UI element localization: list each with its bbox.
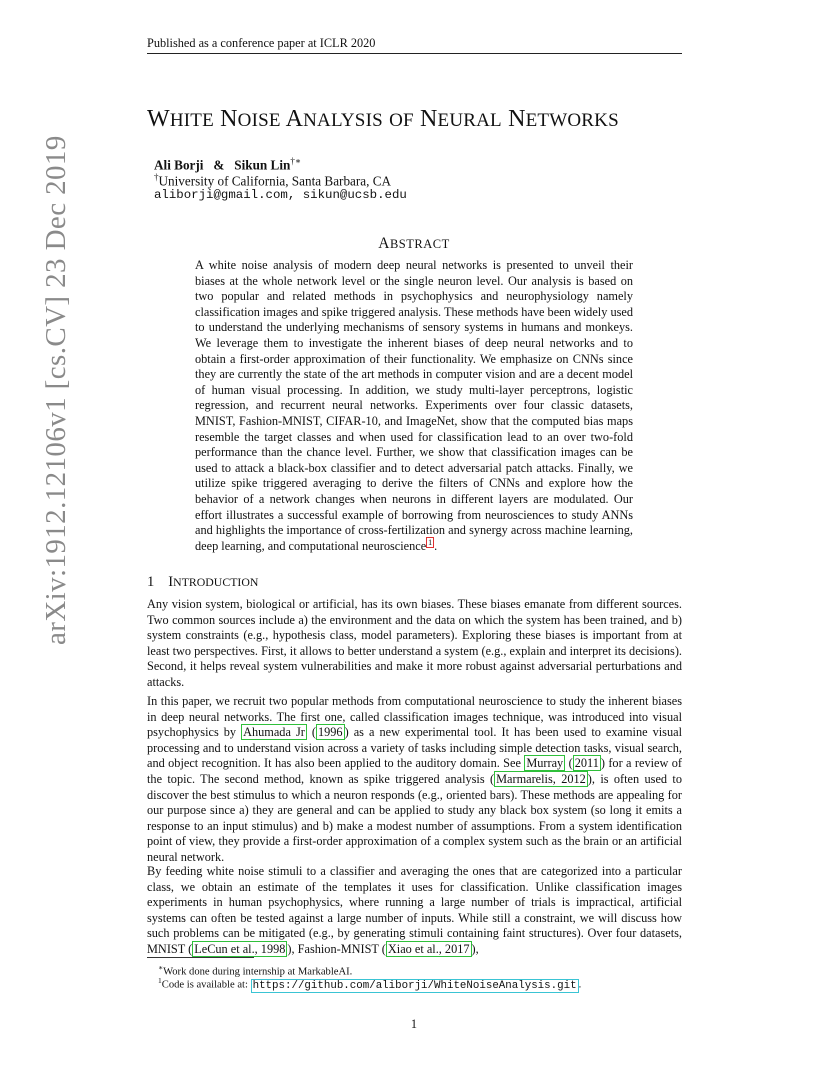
title-word: WHITE: [147, 106, 214, 132]
paragraph: Any vision system, biological or artificial, has its own biases. These biases emanate from different sources. Two common sources include a) the environment and the data on which the system has been trained, and b) system constraints (e.g., hypothesis class, model parameters). Exploring these biases is important from at least two perspectives. First, it allows to better understand a system (e.g., explain and interpret its decisions). Second, it helps reveal system vulnerabilities and make it more robust against adversarial perturbations and attacks.: [147, 597, 682, 689]
author-list: [154, 156, 301, 173]
paper-title: [147, 106, 619, 133]
code-url-link[interactable]: https://github.com/aliborji/WhiteNoiseAnalysis.git: [252, 979, 577, 992]
citation-link[interactable]: Ahumada Jr: [243, 725, 305, 740]
title-word: ANALYSIS: [285, 106, 383, 132]
citation-link[interactable]: 1996: [317, 725, 343, 740]
paragraph: In this paper, we recruit two popular methods from computational neuroscience to study the inherent biases in deep neural networks. The first one, called classification images technique, was introduced into visual psychophysics by Ahumada Jr ( 1996 ) as a new experimental tool. It has been used to examine visual processing and to understand vision across a variety of tasks including simple detection tasks, visual search, and object recognition. It has also been applied to the auditory domain. See Murray ( 2011 ) for a review of the topic. The second method, known as spike triggered analysis ( Marmarelis, 2012 ), is often used to discover the best stimulus to which a neuron responds (e.g., oriented bars). These methods are appealing for our purpose since a) they are general and can be applied to study any black box system (so long it emits a response to an input stimulus) and b) make a modest number of assumptions. From a system identification point of view, they provide a first-order approximation of a complex system such as the brain or an artificial neural network.: [147, 694, 682, 864]
citation-link[interactable]: Marmarelis, 2012: [496, 771, 586, 786]
author-name: Ali Borji: [154, 157, 204, 173]
section-heading: 1 INTRODUCTION: [147, 574, 259, 590]
citation-link[interactable]: Murray: [526, 756, 564, 771]
author-emails: aliborji@gmail.com, sikun@ucsb.edu: [154, 188, 407, 202]
author-marks: †∗: [290, 156, 301, 166]
title-word: OF: [389, 110, 414, 131]
footnote-link[interactable]: 1: [428, 537, 433, 547]
citation-link[interactable]: 2011: [574, 756, 599, 771]
footnote: $^1$Code is available at: https://github.com/aliborji/WhiteNoiseAnalysis.git .: [158, 976, 582, 992]
citation-link[interactable]: Xiao et al., 2017: [387, 941, 470, 956]
title-word: NOISE: [220, 106, 281, 132]
abstract-text: A white noise analysis of modern deep neural networks is presented to unveil their biases at the whole network level or the single neuron level. Our analysis is based on two popular and related methods in psychophysics and neurophysiology namely classification images and spike triggered analysis. These methods have been widely used to understand the underlying mechanisms of sensory systems in humans and monkeys. We leverage them to investigate the inherent biases of deep neural networks and to obtain a first-order approximation of their functionality. We emphasize on CNNs since they are currently the state of the art methods in computer vision and are a decent model of human visual processing. In addition, we study multi-layer perceptrons, logistic regression, and recurrent neural networks. Experiments over four classic datasets, MNIST, Fashion-MNIST, CIFAR-10, and ImageNet, show that the computed bias maps resemble the target classes and when used for classification lead to an over two-fold performance than the chance level. Further, we show that classification images can be used to attack a black-box classifier and to detect adversarial patch attacks. Finally, we utilize spike triggered averaging to derive the filters of CNNs and explore how the behavior of a network changes when neurons in different layers are modulated. Our effort illustrates a successful example of borrowing from neurosciences to study ANNs and highlights the importance of cross-fertilization and synergy across machine learning, deep learning, and computational neuroscience $^1$ .: [195, 258, 633, 553]
footnote-rule: [147, 957, 254, 958]
running-header: Published as a conference paper at ICLR 2020: [147, 36, 376, 50]
abstract-heading: ABSTRACT: [378, 235, 450, 252]
author-separator: &: [213, 157, 225, 173]
citation-link[interactable]: LeCun et al., 1998: [194, 941, 286, 956]
title-word: NETWORKS: [508, 106, 619, 132]
paragraph: By feeding white noise stimuli to a classifier and averaging the ones that are categorized into a particular class, we obtain an estimate of the templates it uses for classification. Unlike classification images experiments in human psychophysics, where running a large number of trials is impractical, artificial systems can often be tested against a large number of inputs. While still a constraint, we will discuss how such problems can be mitigated (e.g., by generating stimuli containing faint structures). Over four datasets, MNIST ( LeCun et al., 1998 ), Fashion-MNIST ( Xiao et al., 2017 ),: [147, 864, 682, 956]
author-name: Sikun Lin: [234, 157, 291, 173]
title-word: NEURAL: [419, 106, 502, 132]
page-number: 1: [410, 1017, 418, 1031]
arxiv-watermark: arXiv:1912.12106v1 [cs.CV] 23 Dec 2019: [40, 135, 72, 645]
header-rule: [147, 53, 682, 54]
footnote: ∗Work done during internship at MarkableAI.: [158, 963, 353, 978]
affiliation: †University of California, Santa Barbara, CA: [154, 172, 392, 189]
